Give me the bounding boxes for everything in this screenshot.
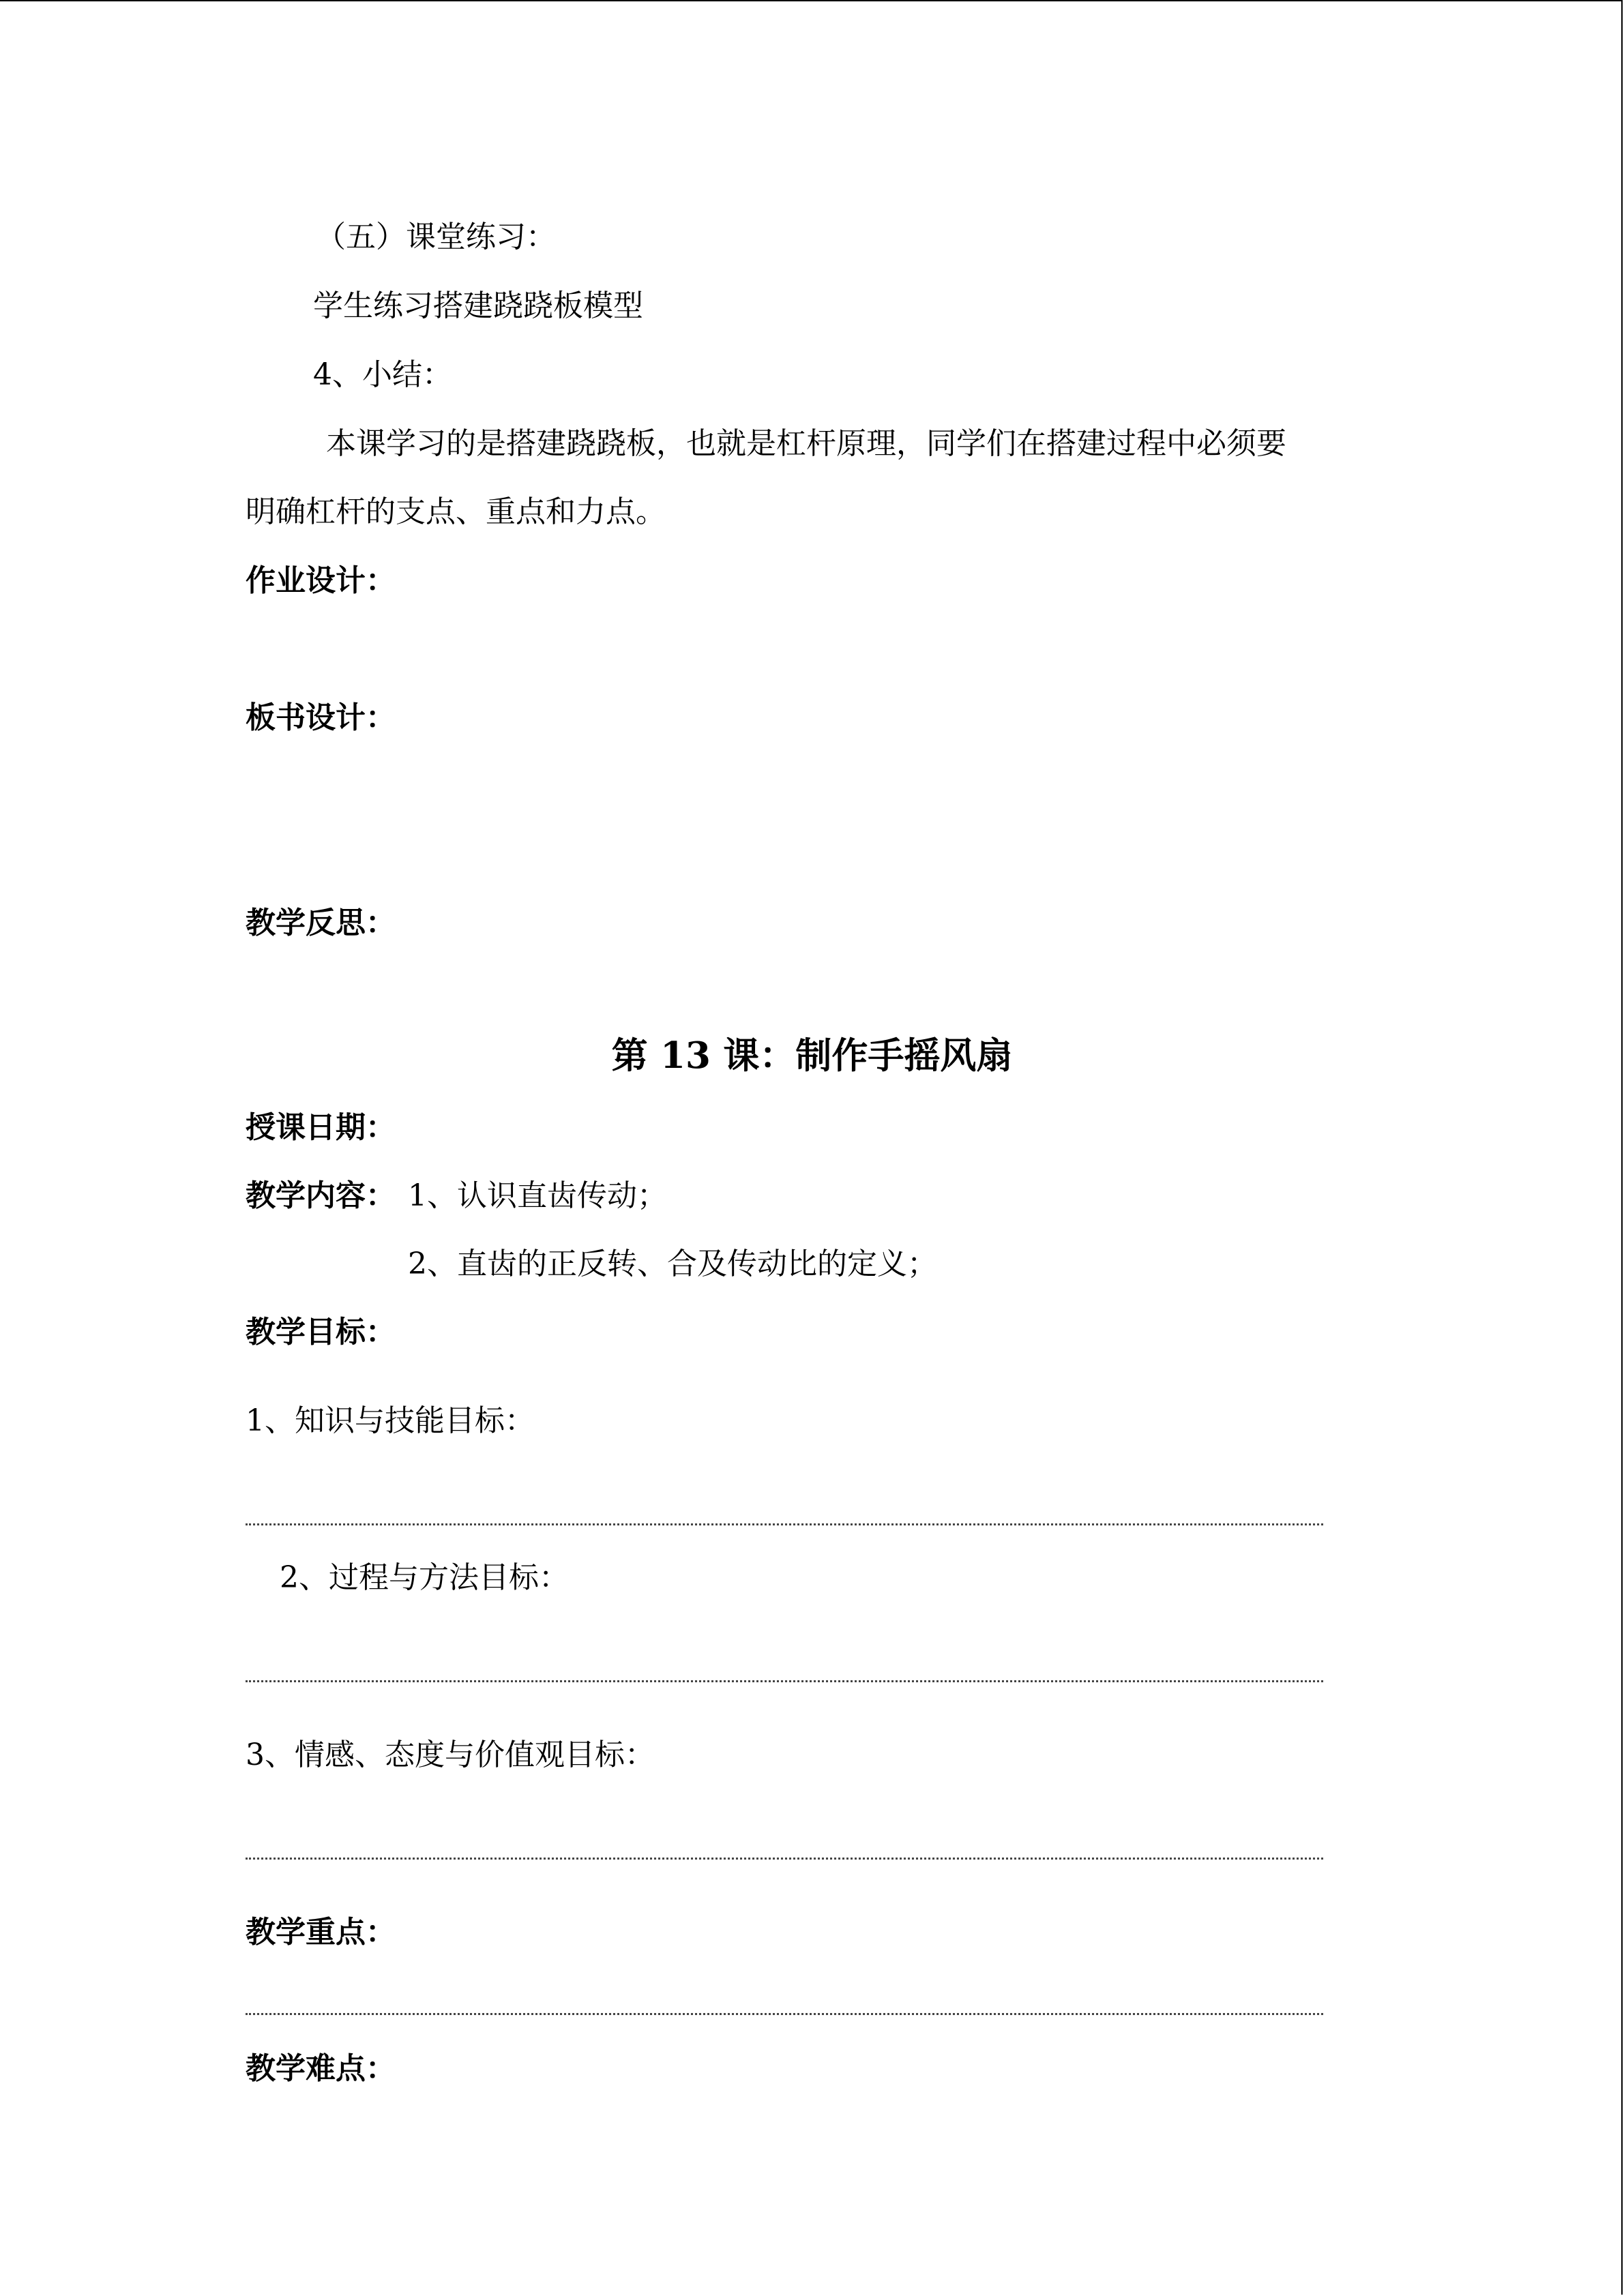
summary-heading: 4、小结： (313, 357, 452, 392)
summary-text-line1: 本课学习的是搭建跷跷板，也就是杠杆原理，同学们在搭建过程中必须要 (326, 426, 1286, 461)
goal-process-method: 2、过程与方法目标： (280, 1560, 569, 1595)
dotted-divider-4 (246, 2013, 1323, 2015)
difficulties-label: 教学难点： (246, 2051, 396, 2086)
dotted-divider-2 (246, 1680, 1323, 1682)
content-label: 教学内容： (246, 1178, 396, 1213)
dotted-divider-1 (246, 1523, 1323, 1525)
content-item-2: 2、直齿的正反转、合及传动比的定义； (408, 1247, 937, 1281)
key-points-label: 教学重点： (246, 1915, 396, 1950)
goal-emotion-attitude-values: 3、情感、态度与价值观目标： (246, 1738, 655, 1772)
goal-knowledge-skills: 1、知识与技能目标： (246, 1403, 535, 1438)
reflection-label: 教学反思： (246, 906, 396, 940)
practice-task: 学生练习搭建跷跷板模型 (313, 288, 643, 323)
summary-text-line2: 明确杠杆的支点、重点和力点。 (246, 494, 666, 529)
goals-label: 教学目标： (246, 1315, 396, 1350)
homework-label: 作业设计： (246, 563, 396, 598)
date-label: 授课日期： (246, 1110, 396, 1145)
dotted-divider-3 (246, 1858, 1323, 1860)
content-item-1: 1、认识直齿传动； (408, 1178, 667, 1213)
board-design-label: 板书设计： (246, 700, 396, 735)
practice-heading: （五）课堂练习： (316, 220, 556, 254)
lesson-title: 第 13 课：制作手摇风扇 (611, 1034, 1013, 1077)
